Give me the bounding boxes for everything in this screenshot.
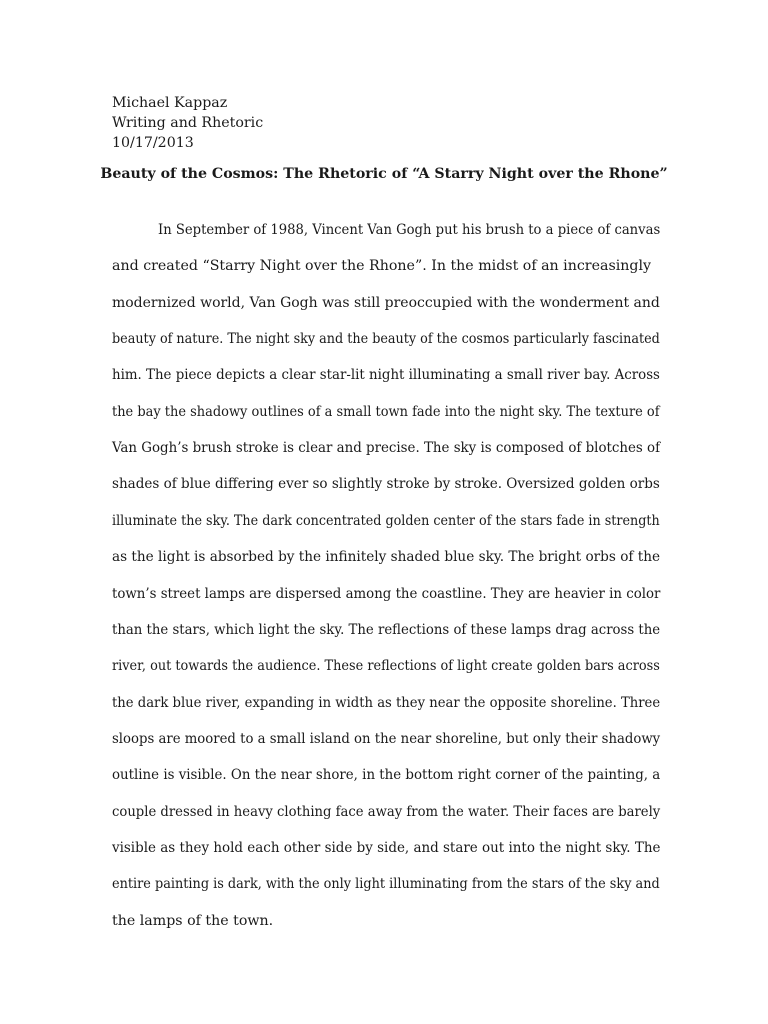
course-name: Writing and Rhetoric — [112, 115, 264, 131]
body-line: Van Gogh’s brush stroke is clear and precise. The sky is composed of blotches of — [112, 440, 661, 457]
body-line: the dark blue river, expanding in width as they near the opposite shoreline. Three — [112, 694, 661, 711]
body-line: town’s street lamps are dispersed among the coastline. They are heavier in color — [112, 585, 661, 602]
essay-title: Beauty of the Cosmos: The Rhetoric of “A Starry Night over the Rhone” — [100, 166, 668, 182]
document-date: 10/17/2013 — [112, 135, 194, 151]
body-line: modernized world, Van Gogh was still preoccupied with the wonderment and — [112, 294, 660, 311]
body-line: beauty of nature. The night sky and the beauty of the cosmos particularly fascinated — [112, 331, 660, 348]
body-line: shades of blue differing ever so slightly stroke by stroke. Oversized golden orbs — [112, 476, 660, 493]
body-line: visible as they hold each other side by side, and stare out into the night sky. The — [112, 839, 661, 856]
body-line: than the stars, which light the sky. The reflections of these lamps drag across the — [112, 621, 661, 638]
body-line: entire painting is dark, with the only light illuminating from the stars of the sky and — [112, 876, 660, 893]
document-header — [112, 93, 263, 153]
body-line: as the light is absorbed by the infinitely shaded blue sky. The bright orbs of the — [112, 549, 661, 566]
body-line: outline is visible. On the near shore, in the bottom right corner of the painting, a — [112, 767, 661, 784]
body-line: In September of 1988, Vincent Van Gogh put his brush to a piece of canvas — [158, 222, 661, 238]
body-line: illuminate the sky. The dark concentrated golden center of the stars fade in strength — [112, 512, 660, 529]
body-line: couple dressed in heavy clothing face away from the water. Their faces are barely — [112, 803, 661, 820]
body-line: the bay the shadowy outlines of a small town fade into the night sky. The texture of — [112, 403, 660, 420]
body-line: him. The piece depicts a clear star-lit night illuminating a small river bay. Across — [112, 367, 660, 384]
body-line: and created “Starry Night over the Rhone”. In the midst of an increasingly — [112, 258, 652, 275]
author-name: Michael Kappaz — [112, 95, 228, 111]
body-line: the lamps of the town. — [112, 912, 274, 929]
body-line: river, out towards the audience. These reflections of light create golden bars across — [112, 658, 660, 675]
body-line: sloops are moored to a small island on the near shoreline, but only their shadowy — [112, 730, 661, 747]
